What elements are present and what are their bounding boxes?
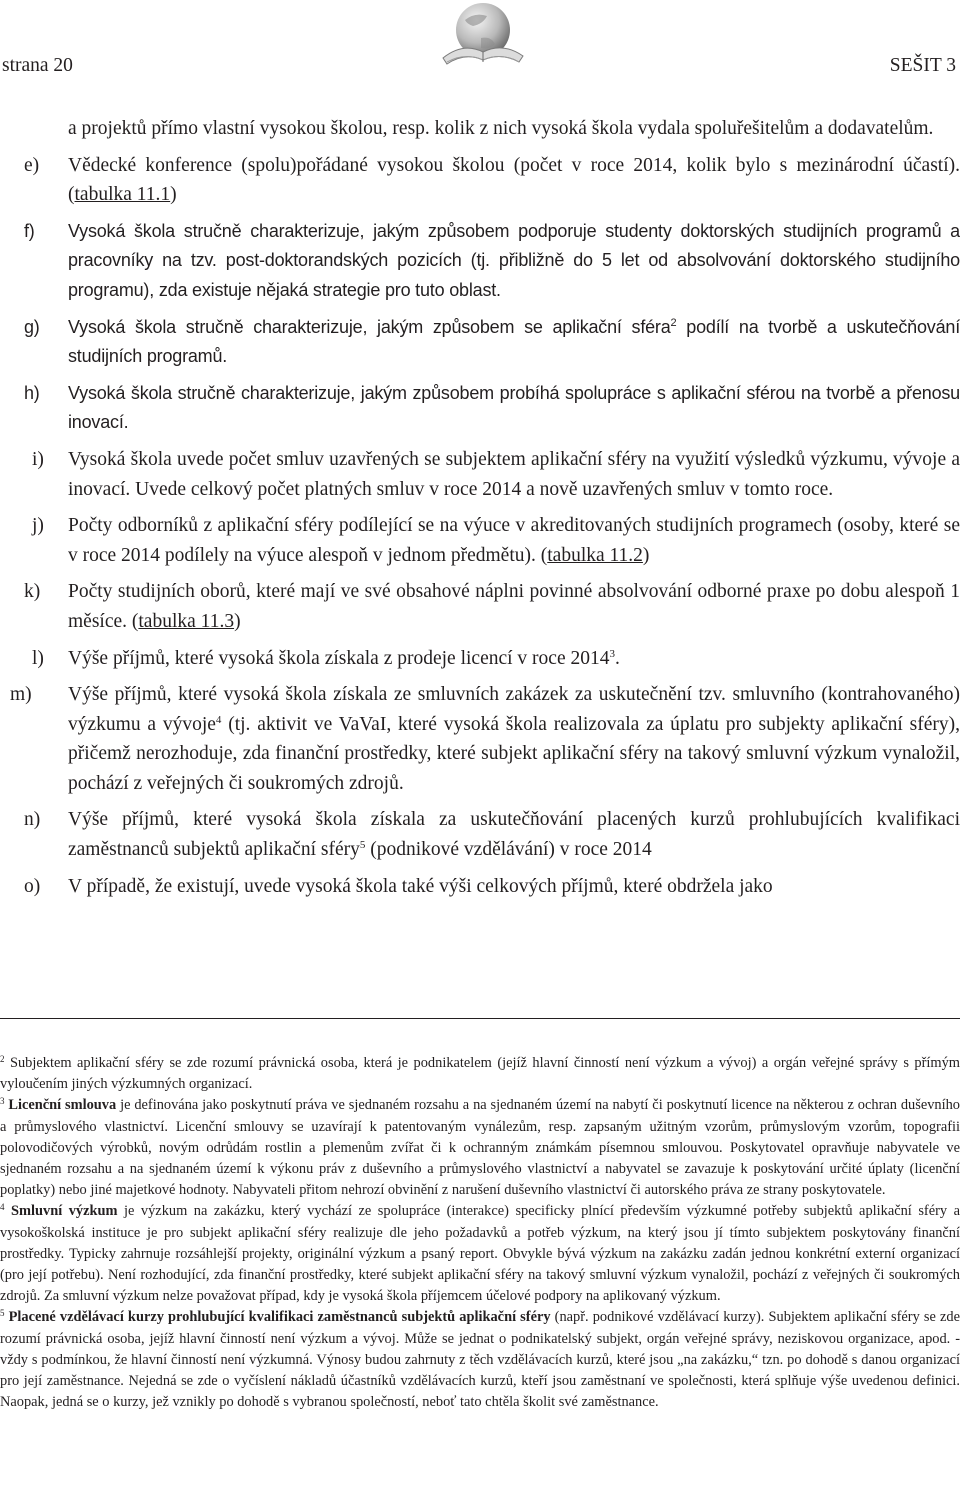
footnote-number: 4 xyxy=(0,1202,5,1213)
list-item-g xyxy=(0,313,960,372)
item-text-end: (tj. aktivit ve VaVaI, které vysoká škola realizovala za úplatu pro subjekty aplikační sféry), přičemž nerozhoduje, zda finanční prostředky, které subjekt aplikační sféry na takový smluvní výzkum vynaložil, pochází z veřejných či soukromých zdrojů. xyxy=(68,713,960,794)
list-item-e xyxy=(0,151,960,210)
item-text: Výše příjmů, které vysoká škola získala za uskutečňování placených kurzů prohlubujících kvalifikaci zaměstnanců subjektů aplikační sféry xyxy=(68,809,960,861)
globe-book-icon xyxy=(437,0,525,74)
footnote-text: Subjektem aplikační sféry se zde rozumí právnická osoba, která je podnikatelem (jejíž hlavní činností není výzkum a vývoj) a orgán veřejné správy s přímým vyloučením jiných výzkumných organizací. xyxy=(0,1055,960,1093)
footnote-number: 2 xyxy=(0,1054,5,1064)
item-label: f) xyxy=(24,220,35,241)
footnote-3 xyxy=(0,1095,960,1201)
item-text: Vysoká škola stručně charakterizuje, jakým způsobem probíhá spolupráce s aplikační sférou na tvorbě a přenosu inovací. xyxy=(68,382,960,433)
page-number: strana 20 xyxy=(2,55,73,76)
item-text-end: . xyxy=(615,647,620,669)
item-label: h) xyxy=(24,382,40,403)
item-text: Počty odborníků z aplikační sféry podílející se na výuce v akreditovaných studijních programech (osoby, které se v roce 2014 podílely na výuce alespoň v jednom předmětu). ( xyxy=(68,515,960,566)
footnote-divider xyxy=(0,1018,960,1019)
footnote-text: je definována jako poskytnutí práva ve sjednaném rozsahu a na sjednaném území na nabytí či poskytnutí licence na některou z ochran duševního a průmyslového vlastnictví. Licenční smlouvy se uzavírají k patentovaným vynálezům, resp. zapsaným užitným vzorům, průmyslovým vzorům, topografii polovodičových výrobků, novým odrůdám rostlin a plemenům zvířat či k ochranným známkám písemnou smlouvou. Poskytovatel opravňuje nabyvatele ve sjednaném rozsahu a na sjednaném území k výkonu práv z duševního a průmyslového vlastnictví a nabyvatel se zavazuje k poskytování určité úplaty (licenční poplatky) nebo jiné majetkové hodnoty. Nabyvateli přitom nehrozí obvinění z narušení duševního vlastnictví či autorského práva ze strany poskytovatele. xyxy=(0,1097,960,1199)
footnote-text: (např. podnikové vzdělávací kurzy). Subjektem aplikační sféry se zde rozumí právnická osoba, jejíž hlavní činností není výzkum a vývoj. Může se jednat o podnikatelský subjekt, orgán veřejné správy, neziskovou organizace, apod. - vždy s podmínkou, že hlavní činností není výzkumná. Výnosy budou zahrnuty z těch vzdělávacích kurzů, které jsou „na zakázku,“ tzn. po dohodě s danou organizací pro její zaměstnance. Nejedná se zde o vyčíslení nákladů účastníků vzdělávacích kurzů, kteří jsou zaměstnaní ve společnosti, která splňuje výše uvedenou definici. Naopak, jedná se o kurzy, jež vznikly po dohodě s vybranou společností, neboť tato chtěla školit své zaměstnance. xyxy=(0,1309,960,1411)
footnote-2 xyxy=(0,1053,960,1095)
item-text: V případě, že existují, uvede vysoká škola také výši celkových příjmů, které obdržela jako xyxy=(68,875,773,897)
footnote-term: Smluvní výzkum xyxy=(4,1203,118,1220)
section-label: SEŠIT 3 xyxy=(889,55,956,76)
item-text: Vysoká škola stručně charakterizuje, jakým způsobem se aplikační sféra xyxy=(68,316,671,337)
table-link[interactable]: tabulka 11.3 xyxy=(138,610,235,632)
page-header xyxy=(0,0,960,110)
item-label: j) xyxy=(32,515,44,537)
item-label: e) xyxy=(24,154,40,176)
item-text-end: podílí na tvorbě a uskutečňování studijních programů. xyxy=(68,316,960,367)
item-label: k) xyxy=(24,581,41,603)
footnote-number: 3 xyxy=(0,1096,5,1107)
item-text-end: ) xyxy=(642,544,650,566)
item-label: m) xyxy=(10,684,32,706)
item-label: n) xyxy=(24,809,41,831)
list-item-n xyxy=(0,805,960,864)
list-item-continuation xyxy=(0,114,960,144)
item-text: Vysoká škola uvede počet smluv uzavřených se subjektem aplikační sféry na využití výsledků výzkumu, vývoje a inovací. Uvede celkový počet platných smluv v roce 2014 a nově uzavřených smluv v tomto roce. xyxy=(68,448,960,500)
footnote-term: Placené vzdělávací kurzy prohlubující kvalifikaci zaměstnanců subjektů aplikační sféry xyxy=(4,1309,551,1326)
item-text: Výše příjmů, které vysoká škola získala ze smluvních zakázek za uskutečnění tzv. smluvního (kontrahovaného) výzkumu a vývoje xyxy=(68,684,960,735)
list-item-j xyxy=(0,511,960,570)
list-item-i xyxy=(0,445,960,504)
footnote-ref[interactable]: 4 xyxy=(215,713,222,726)
footnote-ref[interactable]: 3 xyxy=(609,647,615,660)
item-label: l) xyxy=(32,647,44,669)
item-text-end: ) xyxy=(234,610,241,632)
table-link[interactable]: tabulka 11.2 xyxy=(547,544,643,566)
footnote-ref[interactable]: 5 xyxy=(359,839,366,852)
item-text: Vysoká škola stručně charakterizuje, jakým způsobem podporuje studenty doktorských studijních programů a pracovníky na tzv. post-doktorandských pozicích (tj. přibližně do 5 let od absolvování doktorského studijního programu), zda existuje nějaká strategie pro tuto oblast. xyxy=(68,220,960,300)
list-item-f xyxy=(0,217,960,306)
table-link[interactable]: tabulka 11.1 xyxy=(74,184,171,206)
main-content xyxy=(0,114,960,908)
footnote-number: 5 xyxy=(0,1308,5,1319)
footnotes xyxy=(0,1053,960,1413)
list-item-o xyxy=(0,872,960,902)
item-label: g) xyxy=(24,316,40,337)
item-text: Vědecké konference (spolu)pořádané vysokou školou (počet v roce 2014, kolik bylo s mezinárodní účastí). ( xyxy=(68,154,960,206)
footnote-text: je výzkum na zakázku, který vychází ze spolupráce (interakce) specificky plnící především výzkumné potřeby subjektů aplikační sféry a vysokoškolská instituce je pro subjekt aplikační sféry realizuje dle jeho požadavků a potřeb výzkum, na který jsou jí tímto subjektem poskytovány finanční prostředky. Typicky zahrnuje rozsáhlejší projekty, originální výzkum a psaný report. Obvykle bývá výzkum na zakázku zadán jednou konkrétní externí organizací (pro její potřebu). Není rozhodující, zda finanční prostředky, které subjekt aplikační sféry na takový smluvní výzkum vynaložil, pochází z veřejných či soukromých zdrojů. Za smluvní výzkum nelze považovat případ, kdy je vysoká škola příjemcem účelové podpory na aplikovaný výzkum. xyxy=(0,1203,960,1305)
item-text-end: (podnikové vzdělávání) v roce 2014 xyxy=(365,839,652,861)
list-item-k xyxy=(0,577,960,636)
footnote-ref[interactable]: 2 xyxy=(670,316,677,329)
footnote-4 xyxy=(0,1201,960,1307)
item-label: o) xyxy=(24,875,41,897)
item-text-end: ) xyxy=(170,184,177,206)
item-text: Výše příjmů, které vysoká škola získala z prodeje licencí v roce 2014 xyxy=(68,647,610,669)
item-label: i) xyxy=(32,448,44,470)
list-item-h xyxy=(0,379,960,438)
list-item-l xyxy=(0,644,960,674)
footnote-term: Licenční smlouva xyxy=(4,1097,117,1114)
footnote-5 xyxy=(0,1307,960,1413)
item-text: Počty studijních oborů, které mají ve své obsahové náplni povinné absolvování odborné praxe po dobu alespoň 1 měsíce. ( xyxy=(68,581,960,632)
list-item-m xyxy=(0,680,960,798)
item-text: a projektů přímo vlastní vysokou školou, resp. kolik z nich vysoká škola vydala spoluřešitelům a dodavatelům. xyxy=(68,118,934,139)
